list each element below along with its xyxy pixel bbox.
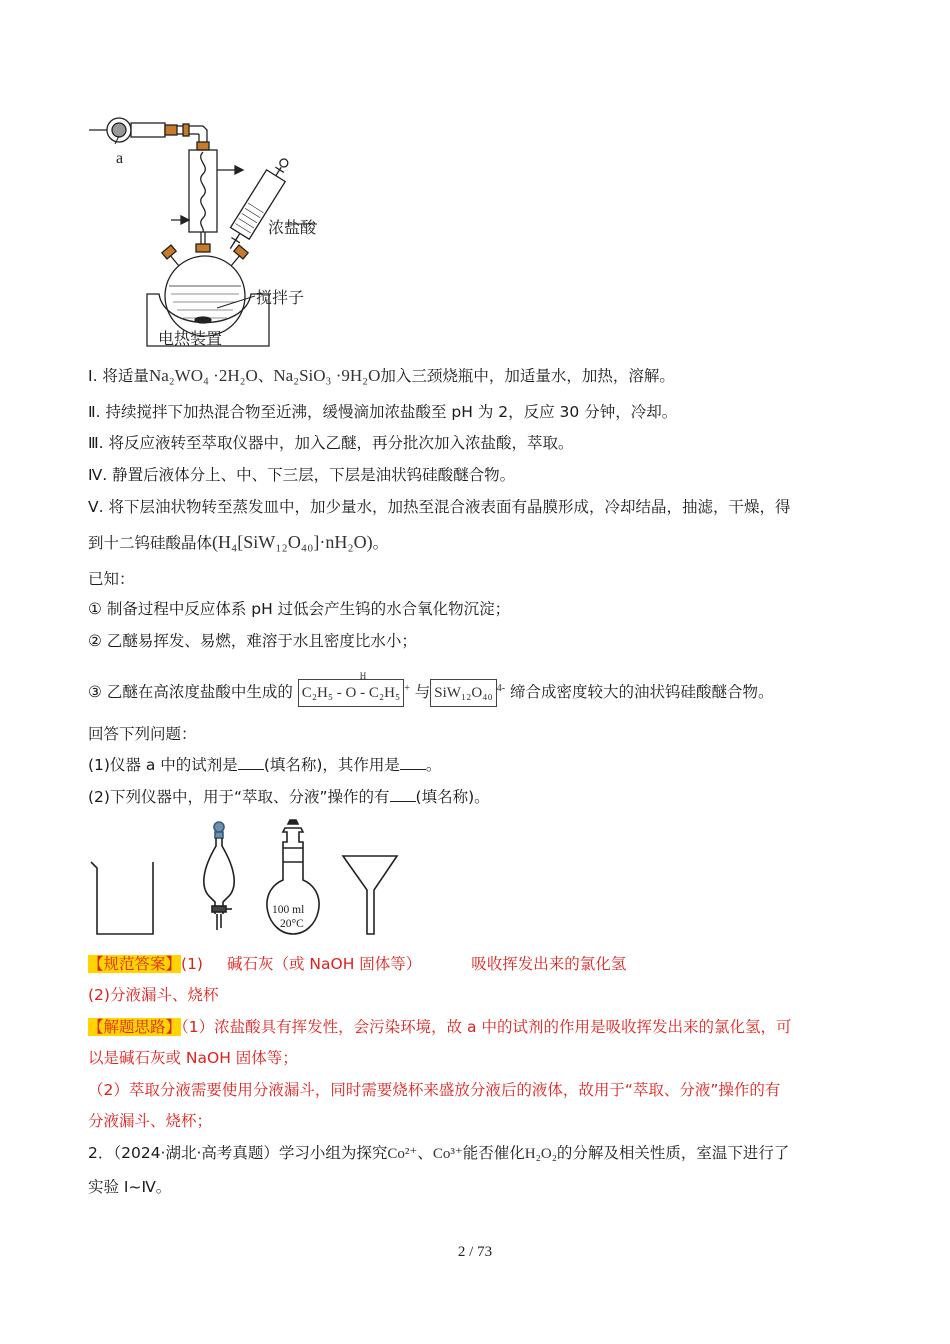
next-question-sep: 、 [417,1144,433,1162]
analysis-line-3: （2）萃取分液需要使用分液漏斗，同时需要烧杯来盛放分液后的液体，故用于“萃取、分液”操作的有 [88,1081,781,1099]
flask-label-temp: 20°C [280,918,304,930]
step-5-line-1: Ⅴ. 将下层油状物转至蒸发皿中，加少量水，加热至混合液表面有晶膜形成，冷却结晶，抽滤，干燥，得 [88,498,791,516]
answer-tag: 【规范答案】 [88,955,182,973]
label-a: a [116,150,124,167]
question-2-a: (2)下列仪器中，用于“萃取、分液”操作的有 [88,788,390,806]
step-1-prefix: Ⅰ. 将适量 [88,367,149,385]
answer-1-part-1: 碱石灰（或 NaOH 固体等） [226,955,422,973]
formula-oxonium-ion: C₂H₅ - O - C₂H₅ [298,679,404,707]
formula-h2o2: H₂O₂ [524,1146,557,1162]
label-hcl: 浓盐酸 [268,218,317,237]
known-3-suffix: 缔合成密度较大的油状钨硅酸醚合物。 [509,683,774,702]
analysis-tag: 【解题思路】 [88,1018,182,1036]
funnel-icon [343,856,397,934]
step-5-suffix: 。 [372,534,389,552]
answer-blank-1[interactable] [238,754,264,770]
formula-co3: Co³⁺ [432,1146,463,1162]
step-4: Ⅳ. 静置后液体分上、中、下三层，下层是油状钨硅酸醚合物。 [88,466,516,484]
answer-blank-3[interactable] [390,786,416,802]
known-2: ② 乙醚易挥发、易燃，难溶于水且密度比水小； [88,632,417,650]
known-3-prefix: ③ 乙醚在高浓度盐酸中生成的 [88,683,293,702]
formula-charge-plus: + [404,683,410,694]
question-2 [88,786,490,808]
label-stirrer: 搅拌子 [256,288,305,307]
next-question-b: 能否催化 [462,1144,525,1162]
step-5-prefix: 到十二钨硅酸晶体 [88,534,213,552]
answer-1-num: (1) [181,955,203,973]
step-3: Ⅲ. 将反应液转至萃取仪器中，加入乙醚，再分批次加入浓盐酸，萃取。 [88,434,574,452]
question-2-b: (填名称)。 [415,788,490,806]
step-1-sep: 、 [257,367,274,385]
questions-intro: 回答下列问题： [88,725,197,743]
formula-silicotungstic-acid: (H₄[SiW₁₂O₄₀]·nH₂O) [212,532,373,552]
analysis-line-4: 分液漏斗、烧杯； [88,1112,213,1130]
question-1-c: 。 [425,756,442,774]
step-2: Ⅱ. 持续搅拌下加热混合物至近沸，缓慢滴加浓盐酸至 pH 为 2，反应 30 分钟，冷却。 [88,403,678,421]
step-1 [88,365,675,387]
known-title: 已知： [88,570,135,588]
question-1-a: (1)仪器 a 中的试剂是 [88,756,238,774]
separatory-funnel-icon [204,822,234,930]
question-1-b: (填名称)，其作用是 [263,756,400,774]
step-1-suffix: 加入三颈烧瓶中，加适量水，加热，溶解。 [380,367,675,385]
volumetric-flask-icon [267,820,319,934]
formula-sodium-tungstate: Na₂WO₄ ·2H₂O [148,366,258,385]
step-5-line-2 [88,531,388,554]
analysis-line-1 [88,1016,791,1038]
formula-silicotungstate-ion: SiW₁₂O₄₀ [430,679,496,707]
answer-line-1 [88,953,626,975]
answer-1-part-2: 吸收挥发出来的氯化氢 [471,955,627,973]
formula-sodium-silicate: Na₂SiO₃ ·9H₂O [273,366,381,385]
next-question-a: 2．（2024·湖北·高考真题）学习小组为探究 [88,1144,388,1162]
formula-charge-4minus: 4- [496,683,506,694]
answer-line-2: (2)分液漏斗、烧杯 [88,986,219,1004]
answer-blank-2[interactable] [400,754,426,770]
formula-co2: Co²⁺ [387,1146,418,1162]
next-question-c: 的分解及相关性质，室温下进行了 [556,1144,790,1162]
formula-h-label: H [359,670,367,681]
analysis-p1a: （1）浓盐酸具有挥发性，会污染环境，故 a 中的试剂的作用是吸收挥发出来的氯化氢，可 [181,1018,792,1036]
beaker-icon [91,862,153,934]
glassware-figures [85,818,415,938]
known-3-mid: 与 [414,683,431,702]
next-question-line-1 [88,1142,789,1165]
next-question-line-2: 实验 Ⅰ~Ⅳ。 [88,1178,172,1196]
known-1: ① 制备过程中反应体系 pH 过低会产生钨的水合氧化物沉淀； [88,600,511,618]
question-1 [88,754,441,776]
label-heater: 电热装置 [158,329,223,348]
page-number: 2 / 73 [457,1244,493,1260]
analysis-line-2: 以是碱石灰或 NaOH 固体等； [88,1049,298,1067]
flask-label-volume: 100 ml [272,904,305,916]
known-3 [88,670,774,707]
